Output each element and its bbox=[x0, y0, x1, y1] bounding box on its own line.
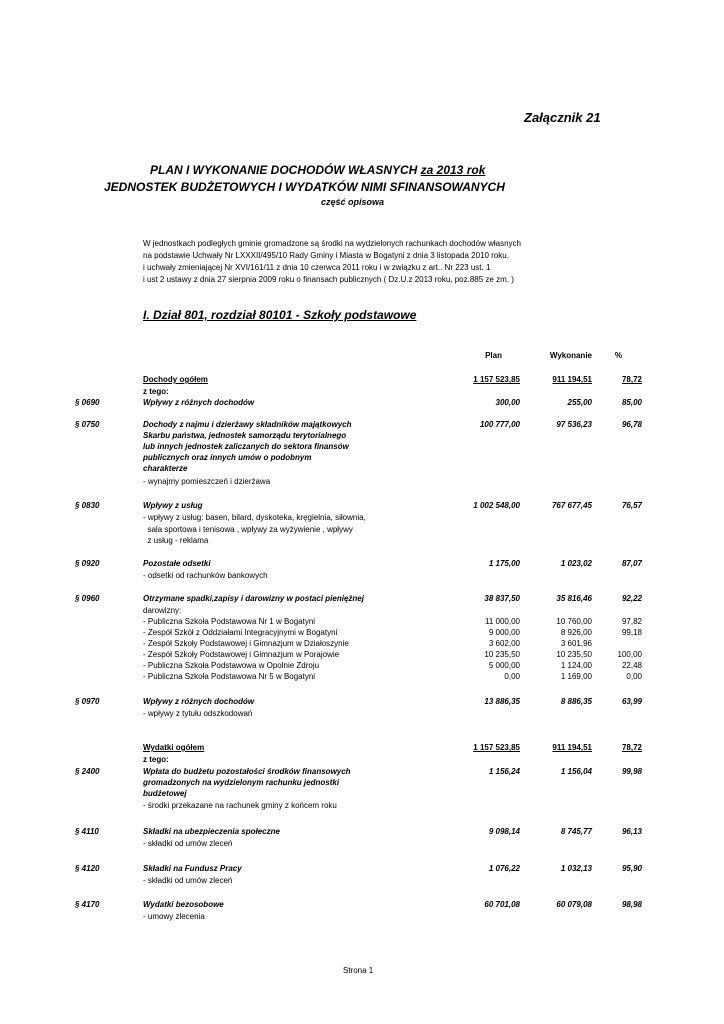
row-label: Składki na Fundusz Pracy bbox=[143, 864, 242, 873]
row-note: z usług - reklama bbox=[143, 536, 209, 545]
row-note: - wpływy z tytułu odszkodowań bbox=[143, 709, 253, 718]
attachment-label: Załącznik 21 bbox=[524, 110, 601, 125]
row-code: § 4110 bbox=[75, 827, 99, 836]
row-plan: 13 886,35 bbox=[484, 697, 520, 706]
col-header-wykonanie: Wykonanie bbox=[549, 351, 592, 360]
row-note: darowizny: bbox=[143, 606, 182, 615]
expenses-total-plan: 1 157 523,85 bbox=[473, 743, 520, 752]
row-note: - wynajmy pomieszczeń i dzierżawa bbox=[143, 477, 271, 486]
row-wyk: 1 023,02 bbox=[560, 559, 592, 568]
row-note: - składki od umów zleceń bbox=[143, 876, 233, 885]
intro-line: W jednostkach podległych gminie gromadzone są środki na wydzielonych rachunkach dochodów własnych bbox=[143, 239, 521, 248]
donation-label: - Zespół Szkoły Podstawowej i Gimnazjum w Działoszynie bbox=[143, 639, 349, 648]
row-label: gromadzonych na wydzielonym rachunku jednostki bbox=[143, 778, 340, 787]
row-plan: 9 098,14 bbox=[488, 827, 520, 836]
intro-line: i uchwały zmieniającej Nr XVI/161/11 z dnia 10 czerwca 2011 roku i w związku z art.. Nr 223 ust. 1 bbox=[143, 263, 491, 272]
row-wyk: 255,00 bbox=[567, 398, 592, 407]
income-total-plan: 1 157 523,85 bbox=[473, 375, 520, 384]
row-label: budżetowej bbox=[143, 789, 187, 798]
row-code: § 0830 bbox=[75, 501, 100, 510]
row-label: Pozostałe odsetki bbox=[143, 559, 211, 568]
row-wyk: 8 886,35 bbox=[560, 697, 592, 706]
row-label: lub innych jednostek zaliczanych do sektora finansów bbox=[143, 442, 349, 451]
donation-label: - Zespół Szkół z Oddziałami Integracyjnymi w Bogatyni bbox=[143, 628, 338, 637]
row-label: Dochody z najmu i dzierżawy składników majątkowych bbox=[143, 420, 352, 429]
row-pct: 96,78 bbox=[621, 420, 642, 429]
row-wyk: 8 745,77 bbox=[560, 827, 592, 836]
donation-plan: 11 000,00 bbox=[485, 617, 520, 626]
row-pct: 96,13 bbox=[621, 827, 642, 836]
row-code: § 2400 bbox=[75, 767, 100, 776]
donation-label: - Zespół Szkoły Podstawowej i Gimnazjum w Porajowie bbox=[143, 650, 340, 659]
row-label: Wpływy z różnych dochodów bbox=[143, 697, 255, 706]
row-note: sala sportowa i tenisowa , wpływy za wyżywienie , wpływy bbox=[143, 525, 353, 534]
expenses-ztego: z tego: bbox=[143, 755, 169, 764]
row-note: - umowy zlecenia bbox=[143, 912, 205, 921]
row-code: § 0970 bbox=[75, 697, 100, 706]
row-label: Wpływy z usług bbox=[143, 501, 203, 510]
donation-plan: 0,00 bbox=[504, 672, 520, 681]
donation-plan: 9 000,00 bbox=[488, 628, 520, 637]
intro-line: i ust 2 ustawy z dnia 27 sierpnia 2009 roku o finansach publicznych ( Dz.U.z 2013 roku, poz.885 ze zm. ) bbox=[143, 275, 514, 284]
row-plan: 38 837,50 bbox=[484, 594, 520, 603]
donation-label: - Publiczna Szkoła Podstawowa w Opolnie Zdroju bbox=[143, 661, 320, 670]
row-label: Skarbu państwa, jednostek samorządu terytorialnego bbox=[143, 431, 347, 440]
row-plan: 1 002 548,00 bbox=[473, 501, 520, 510]
donation-pct: 22,48 bbox=[621, 661, 642, 670]
row-label: Wydatki bezosobowe bbox=[143, 900, 224, 909]
row-label: Składki na ubezpieczenia społeczne bbox=[143, 827, 280, 836]
row-code: § 0920 bbox=[75, 559, 100, 568]
row-plan: 100 777,00 bbox=[479, 420, 520, 429]
row-pct: 95,90 bbox=[621, 864, 642, 873]
row-label: charakterze bbox=[143, 464, 188, 473]
col-header-plan-label: Plan bbox=[485, 351, 502, 360]
expenses-total-label: Wydatki ogółem bbox=[143, 743, 205, 752]
title-part1: PLAN I WYKONANIE DOCHODÓW WŁASNYCH bbox=[150, 163, 421, 177]
row-plan: 60 701,08 bbox=[484, 900, 520, 909]
donation-pct: 99,18 bbox=[621, 628, 642, 637]
row-plan: 1 175,00 bbox=[488, 559, 520, 568]
donation-plan: 10 235,50 bbox=[484, 650, 520, 659]
page-title-line2: JEDNOSTEK BUDŻETOWYCH I WYDATKÓW NIMI SFINANSOWANYCH bbox=[104, 180, 505, 194]
donation-label: - Publiczna Szkoła Podstawowa Nr 5 w Bogatyni bbox=[143, 672, 316, 681]
row-wyk: 767 677,45 bbox=[551, 501, 592, 510]
row-code: § 0750 bbox=[75, 420, 100, 429]
donation-wyk: 1 124,00 bbox=[560, 661, 592, 670]
income-ztego: z tego: bbox=[143, 387, 169, 396]
row-note: - środki przekazane na rachunek gminy z końcem roku bbox=[143, 801, 337, 810]
donation-pct: 97,82 bbox=[621, 617, 642, 626]
row-plan: 1 076,22 bbox=[488, 864, 520, 873]
page-number: Strona 1 bbox=[343, 966, 374, 975]
row-wyk: 35 816,46 bbox=[556, 594, 592, 603]
donation-wyk: 10 235,50 bbox=[556, 650, 592, 659]
income-total-pct: 78,72 bbox=[621, 375, 642, 384]
expenses-total-pct: 78,72 bbox=[621, 743, 642, 752]
row-note: - odsetki od rachunków bankowych bbox=[143, 571, 268, 580]
expenses-total-wyk: 911 194,51 bbox=[552, 743, 592, 752]
donation-pct: 100,00 bbox=[617, 650, 642, 659]
income-total-label: Dochody ogółem bbox=[143, 375, 208, 384]
col-header-pct: % bbox=[614, 351, 622, 360]
donation-plan: 3 602,00 bbox=[488, 639, 520, 648]
page-title bbox=[150, 163, 485, 177]
donation-wyk: 10 760,00 bbox=[556, 617, 592, 626]
row-note: - składki od umów zleceń bbox=[143, 839, 233, 848]
row-label: Otrzymane spadki,zapisy i darowizny w postaci pieniężnej bbox=[143, 594, 364, 603]
row-label: Wpływy z różnych dochodów bbox=[143, 398, 255, 407]
row-pct: 85,00 bbox=[621, 398, 642, 407]
donation-label: - Publiczna Szkoła Podstawowa Nr 1 w Bogatyni bbox=[143, 617, 316, 626]
row-code: § 0960 bbox=[75, 594, 100, 603]
row-label: Wpłata do budżetu pozostałości środków finansowych bbox=[143, 767, 351, 776]
row-pct: 99,98 bbox=[621, 767, 642, 776]
donation-wyk: 8 926,00 bbox=[560, 628, 592, 637]
row-wyk: 1 156,04 bbox=[560, 767, 592, 776]
row-pct: 98,98 bbox=[621, 900, 642, 909]
row-pct: 63,99 bbox=[621, 697, 642, 706]
row-pct: 92,22 bbox=[621, 594, 642, 603]
donation-wyk: 1 169,00 bbox=[560, 672, 592, 681]
title-year: za 2013 rok bbox=[420, 163, 486, 177]
row-wyk: 1 032,13 bbox=[560, 864, 592, 873]
row-wyk: 97 536,23 bbox=[556, 420, 592, 429]
row-code: § 4170 bbox=[75, 900, 100, 909]
row-label: publicznych oraz innych umów o podobnym bbox=[143, 453, 312, 462]
row-note: - wpływy z usług: basen, bilard, dyskoteka, kręgielnia, siłownia, bbox=[143, 513, 366, 522]
row-code: § 4120 bbox=[75, 864, 100, 873]
row-pct: 87,07 bbox=[621, 559, 642, 568]
donation-wyk: 3 601,96 bbox=[560, 639, 592, 648]
donation-plan: 5 000,00 bbox=[488, 661, 520, 670]
section-title: I. Dział 801, rozdział 80101 - Szkoły podstawowe bbox=[143, 308, 417, 322]
income-total-wyk: 911 194,51 bbox=[552, 375, 592, 384]
intro-line: na podstawie Uchwały Nr LXXXII/495/10 Rady Gminy i Miasta w Bogatyni z dnia 3 listopada 2010 roku. bbox=[143, 251, 509, 260]
page-subtitle: część opisowa bbox=[321, 197, 385, 207]
row-code: § 0690 bbox=[75, 398, 100, 407]
row-plan: 1 156,24 bbox=[488, 767, 520, 776]
row-wyk: 60 079,08 bbox=[556, 900, 592, 909]
row-pct: 76,57 bbox=[621, 501, 642, 510]
col-header-plan bbox=[440, 350, 520, 361]
donation-pct: 0,00 bbox=[626, 672, 642, 681]
row-plan: 300,00 bbox=[495, 398, 520, 407]
